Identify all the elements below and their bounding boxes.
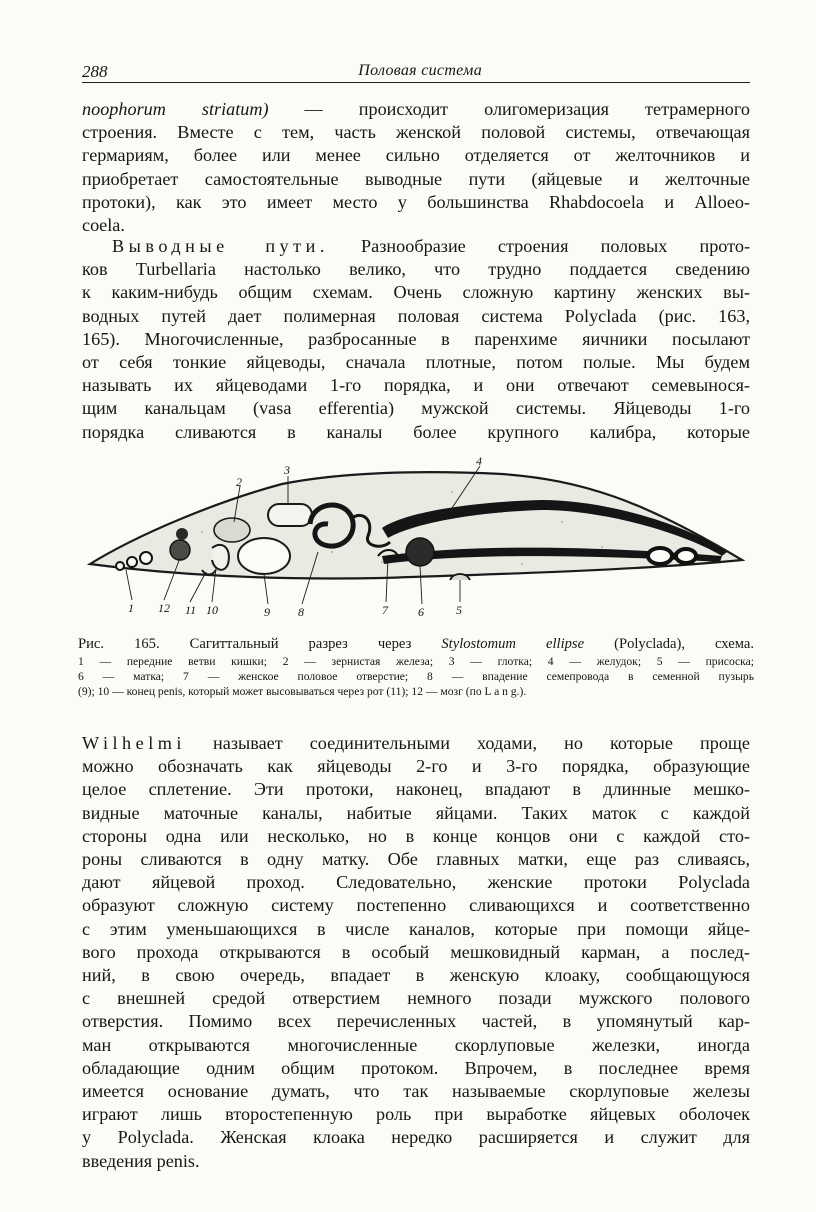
text-line: водных путей дает полимерная половая система Polyclada (рис. 163, bbox=[82, 305, 750, 326]
gut-branch bbox=[127, 557, 137, 567]
text-line: введения penis. bbox=[82, 1150, 200, 1171]
figure-caption bbox=[78, 635, 754, 700]
caption-suffix: (Polyclada), схема. bbox=[584, 636, 754, 652]
text-line: ков Turbellaria настолько велико, что трудно поддается сведению bbox=[82, 259, 750, 280]
text-span: Разнообразие строения половых прото- bbox=[328, 236, 750, 256]
text-line: 165). Многочисленные, разбросанные в паренхиме яичники посылают bbox=[82, 328, 750, 349]
page-header bbox=[82, 58, 750, 83]
text-line bbox=[82, 235, 750, 258]
text-line: от себя тонкие яйцеводы, сначала плотные, потом полые. Мы будем bbox=[82, 352, 750, 373]
caption-prefix: Рис. 165. Сагиттальный разрез через bbox=[78, 636, 442, 652]
text-line: целое сплетение. Эти протоки, наконец, впадают в длинные мешко- bbox=[82, 779, 750, 800]
running-title: Половая система bbox=[358, 62, 482, 79]
text-line: имеется основание думать, что так называемые скорлуповые железы bbox=[82, 1081, 750, 1102]
caption-title bbox=[78, 635, 754, 654]
granular-gland bbox=[214, 518, 250, 542]
text-line: отверстия. Помимо всех перечисленных частей, в упомянутый кар- bbox=[82, 1011, 750, 1032]
brain bbox=[170, 540, 190, 560]
figure-label: 2 bbox=[236, 475, 242, 489]
text-span: называет соединительными ходами, но которые проще bbox=[185, 733, 750, 753]
page-number: 288 bbox=[82, 62, 108, 81]
text-line: с внешней средой отверстием немного позади мужского полового bbox=[82, 988, 750, 1009]
text-line: называть их яйцеводами 1-го порядка, и они отвечают семевынося- bbox=[82, 375, 750, 396]
paragraph-2 bbox=[82, 235, 750, 444]
text-line: coela. bbox=[82, 215, 125, 236]
gut-branch bbox=[116, 562, 124, 570]
text-line: гермариям, более или менее сильно отделяется от желточников и bbox=[82, 145, 750, 166]
text-line: образуют сложную систему постепенно сливающихся и соответственно bbox=[82, 895, 750, 916]
text-line: к каким-нибудь общим схемам. Очень сложную картину женских вы- bbox=[82, 282, 750, 303]
paragraph-1 bbox=[82, 98, 750, 237]
figure-label: 11 bbox=[185, 603, 197, 617]
gut-branch bbox=[140, 552, 152, 564]
text-line bbox=[82, 732, 750, 755]
posterior-vacuole bbox=[648, 548, 672, 564]
text-line: видные маточные каналы, набитые яйцами. Таких маток с каждой bbox=[82, 802, 750, 823]
figure-165-sagittal-section bbox=[82, 452, 750, 622]
text-line: ний, в свою очередь, впадает в женскую клоаку, сообщающуюся bbox=[82, 965, 750, 986]
section-lead: Выводные пути. bbox=[112, 236, 329, 256]
text-line: щим канальцам (vasa efferentia) мужской системы. Яйцеводы 1-го bbox=[82, 398, 750, 419]
text-line: вого прохода открываются в особый мешковидный карман, а послед- bbox=[82, 941, 750, 962]
figure-label: 7 bbox=[382, 603, 388, 617]
text-line: строения. Вместе с тем, часть женской половой системы, отвечающая bbox=[82, 122, 750, 143]
text-line: играют лишь второстепенную роль при выработке яйцевых оболочек bbox=[82, 1104, 750, 1125]
uterus bbox=[406, 538, 434, 566]
caption-legend-line: (9); 10 — конец penis, который может высовываться через рот (11); 12 — мозг (по L a n g.). bbox=[78, 685, 527, 699]
pharynx bbox=[268, 504, 312, 526]
italic-term: noophorum striatum) bbox=[82, 99, 269, 119]
text-line: протоки), как это имеет место у большинства Rhabdocoela и Alloeo- bbox=[82, 191, 750, 212]
text-line: стороны одна или несколько, но в конце концов они с каждой сто- bbox=[82, 825, 750, 846]
text-span: — происходит олигомеризация тетрамерного bbox=[268, 99, 751, 119]
penis bbox=[212, 545, 229, 570]
seminal-vesicle bbox=[238, 538, 290, 574]
posterior-vacuole bbox=[676, 549, 696, 563]
text-line bbox=[82, 98, 750, 121]
brain-2 bbox=[176, 528, 188, 540]
stylostomum-diagram bbox=[82, 452, 750, 622]
figure-label: 1 bbox=[128, 601, 134, 615]
paragraph-3 bbox=[82, 732, 750, 1173]
figure-label: 5 bbox=[456, 603, 462, 617]
figure-label: 10 bbox=[206, 603, 218, 617]
figure-label: 9 bbox=[264, 605, 270, 619]
text-line: роны сливаются в одну матку. Обе главных матки, еще раз сливаясь, bbox=[82, 849, 750, 870]
figure-label: 6 bbox=[418, 605, 424, 619]
figure-label: 8 bbox=[298, 605, 304, 619]
figure-label: 12 bbox=[158, 601, 170, 615]
text-line: у Polyclada. Женская клоака нередко расширяется и служит для bbox=[82, 1127, 750, 1148]
text-line: порядка сливаются в каналы более крупного калибра, которые bbox=[82, 421, 750, 442]
text-line: обладающие одним общим протоком. Впрочем, в последнее время bbox=[82, 1057, 750, 1078]
text-line: приобретает самостоятельные выводные пути (яйцевые и желточные bbox=[82, 168, 750, 189]
text-line: ман открываются многочисленные скорлуповые железки, иногда bbox=[82, 1034, 750, 1055]
author-name: Wilhelmi bbox=[82, 733, 186, 753]
caption-legend-line: 1 — передние ветви кишки; 2 — зернистая железа; 3 — глотка; 4 — желудок; 5 — присоска; bbox=[78, 655, 754, 668]
caption-legend-line: 6 — матка; 7 — женское половое отверстие; 8 — впадение семепровода в семенной пузырь bbox=[78, 670, 754, 684]
text-line: с этим уменьшающихся в числе каналов, которые при помощи яйце- bbox=[82, 918, 750, 939]
species-name: Stylostomum ellipse bbox=[441, 636, 585, 652]
figure-label: 3 bbox=[284, 463, 290, 477]
text-line: дают яйцевой проход. Следовательно, женские протоки Polyclada bbox=[82, 872, 750, 893]
text-line: можно обозначать как яйцеводы 2-го и 3-го порядка, образующие bbox=[82, 756, 750, 777]
figure-label: 4 bbox=[476, 454, 482, 468]
